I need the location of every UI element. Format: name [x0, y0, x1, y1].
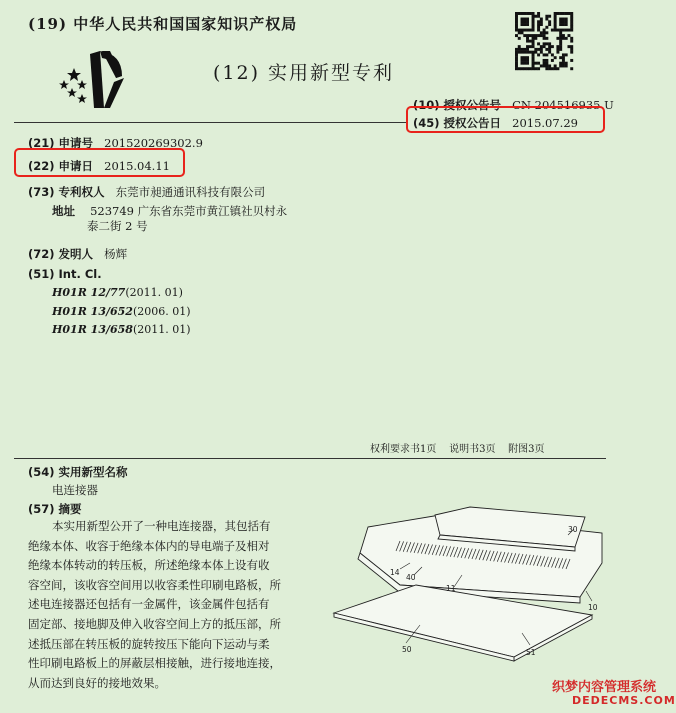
utility-model-name: 电连接器	[52, 483, 98, 497]
figure-label-51: 51	[526, 648, 536, 657]
ipc-item: H01R 13/652(2006. 01)	[52, 305, 191, 318]
address-row	[52, 200, 287, 219]
figure-label-50: 50	[402, 645, 412, 654]
watermark-text: 织梦内容管理系统	[552, 680, 657, 695]
grant-date-highlight	[406, 106, 605, 133]
sipo-emblem-icon	[60, 48, 135, 110]
ipc-label: (51) Int. Cl.	[28, 267, 102, 281]
abstract-line: 绝缘本体、收容于绝缘本体内的导电端子及相对	[28, 538, 270, 553]
abstract-label: (57) 摘要	[28, 502, 82, 516]
ipc-item: H01R 13/658(2011. 01)	[52, 323, 191, 336]
header-divider	[14, 122, 406, 123]
address-line2: 泰二街 2 号	[87, 219, 148, 233]
connector-figure	[330, 505, 610, 670]
grant-pub-no-label: (10) 授权公告号	[413, 98, 502, 112]
qr-code	[515, 12, 573, 70]
figure-label-10: 10	[588, 603, 598, 612]
app-no-label: (21) 申请号	[28, 136, 94, 150]
watermark-url: DEDECMS.COM	[572, 694, 676, 707]
grant-pub-date: 2015.07.29	[512, 116, 578, 130]
app-date-label: (22) 申请日	[28, 159, 94, 173]
figure-label-40: 40	[406, 573, 416, 582]
inventor-row	[28, 243, 127, 262]
inventor: 杨辉	[104, 247, 128, 261]
section-divider	[14, 458, 606, 459]
inventor-label: (72) 发明人	[28, 247, 94, 261]
document-type: (12) 实用新型专利	[213, 62, 395, 84]
abstract-line: 固定部、接地脚及伸入收容空间上方的抵压部，所	[28, 616, 281, 631]
figure-label-11: 11	[446, 584, 456, 593]
figure-label-30: 30	[568, 525, 578, 534]
app-date: 2015.04.11	[104, 159, 170, 173]
office-name: (19) 中华人民共和国国家知识产权局	[28, 15, 298, 33]
grant-pub-no: CN 204516935 U	[512, 98, 614, 112]
abstract-line: 述电连接器还包括有一金属件，该金属件包括有	[28, 597, 270, 612]
page-counts: 权利要求书1页 说明书3页 附图3页	[370, 444, 545, 455]
abstract-line: 容空间，该收容空间用以收容柔性印刷电路板，所	[28, 577, 281, 592]
abstract-line: 述抵压部在转压板的旋转按压下能向下运动与柔	[28, 636, 270, 651]
app-date-highlight	[14, 148, 185, 177]
patentee-label: (73) 专利权人	[28, 185, 105, 199]
app-no: 201520269302.9	[104, 136, 203, 150]
abstract-line: 从而达到良好的接地效果。	[28, 675, 166, 690]
patentee-row	[28, 181, 265, 200]
abstract-line: 绝缘本体转动的转压板，所述绝缘本体上设有收	[28, 558, 270, 573]
address-line1: 523749 广东省东莞市黄江镇社贝村永	[90, 204, 288, 218]
figure-label-14: 14	[390, 568, 400, 577]
abstract-line: 性印刷电路板上的屏蔽层相接触，进行接地连接，	[28, 656, 281, 671]
abstract-text	[28, 517, 328, 693]
address-label: 地址	[52, 204, 75, 218]
ipc-item: H01R 12/77(2011. 01)	[52, 286, 183, 299]
patentee: 东莞市昶通通讯科技有限公司	[115, 185, 266, 199]
utility-model-name-label: (54) 实用新型名称	[28, 465, 128, 479]
grant-pub-date-label: (45) 授权公告日	[413, 116, 502, 130]
abstract-line: 本实用新型公开了一种电连接器，其包括有	[52, 519, 271, 533]
